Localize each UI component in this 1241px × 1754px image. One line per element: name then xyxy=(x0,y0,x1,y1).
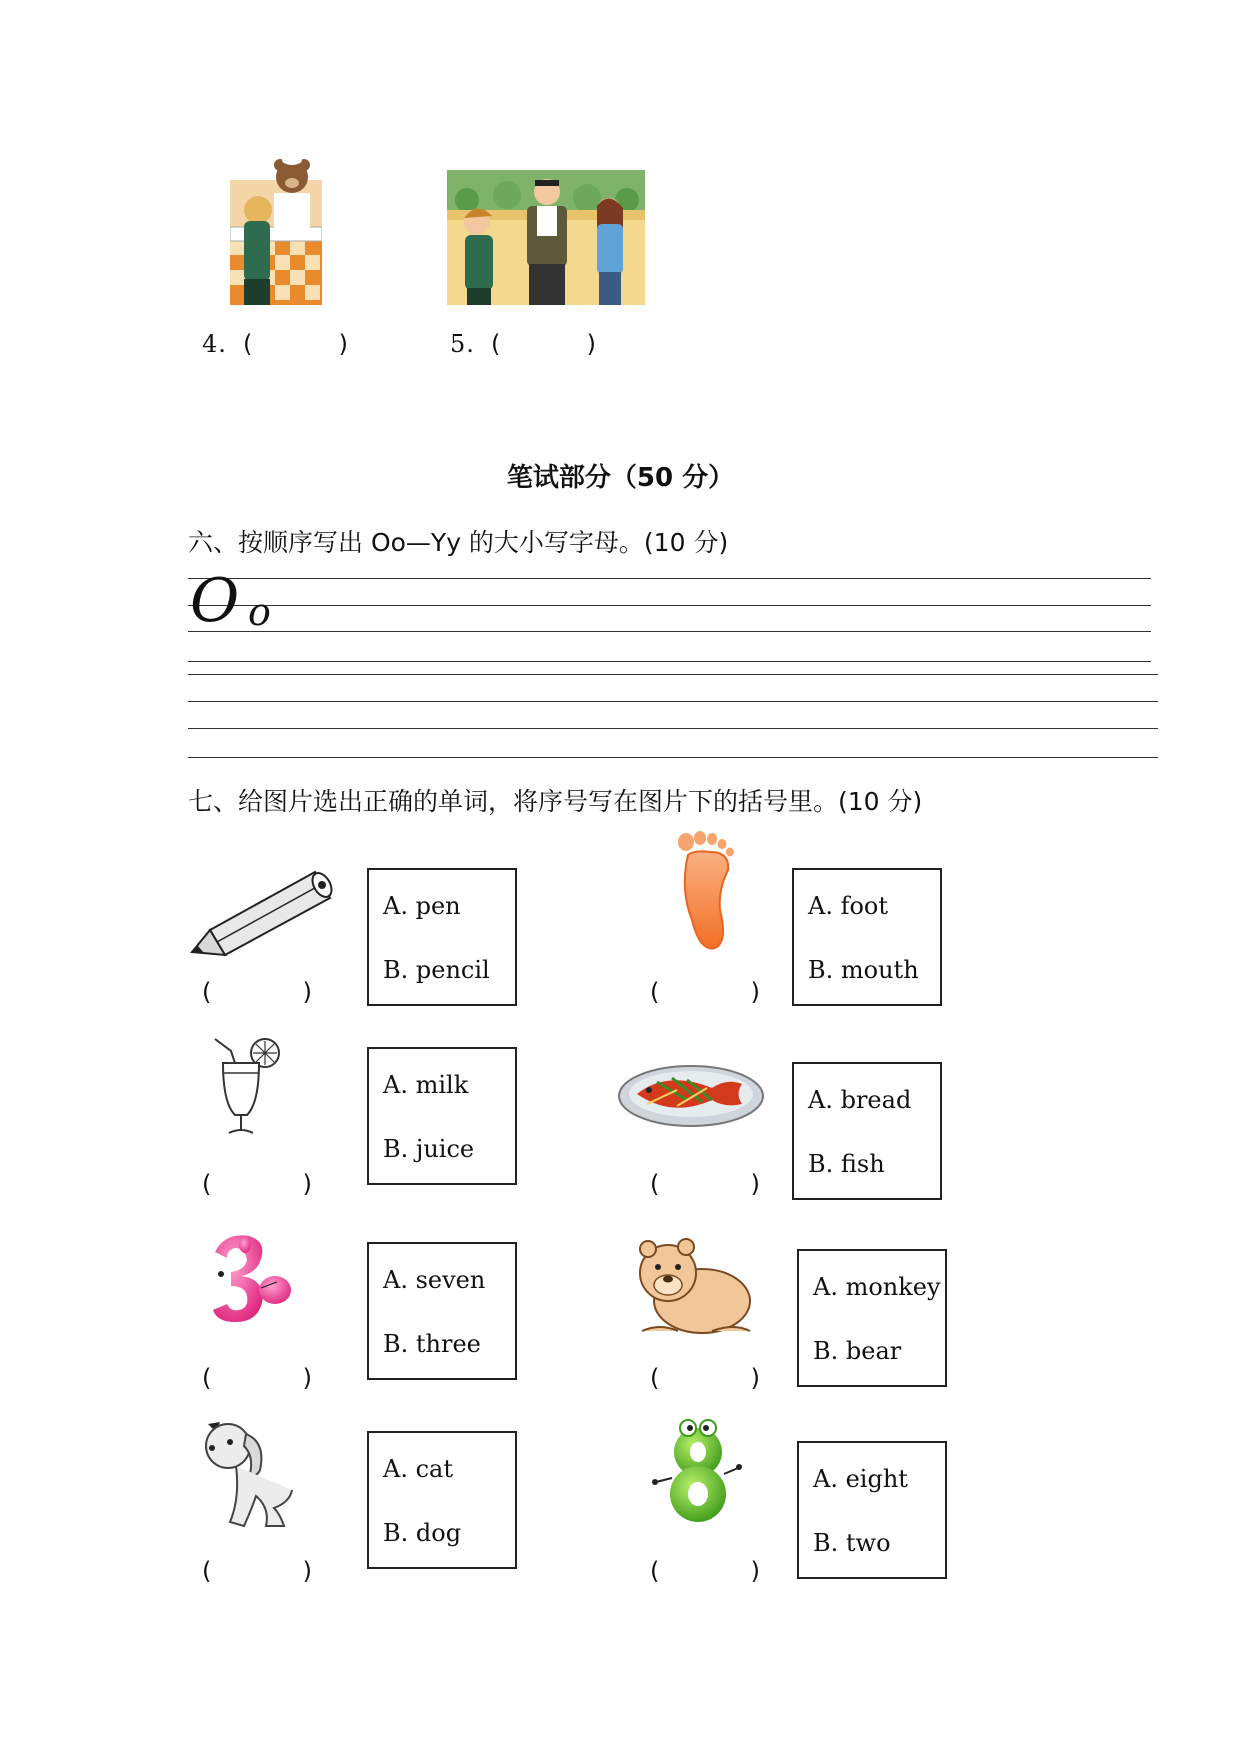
bear-answer-parens[interactable]: ( ) xyxy=(650,1364,760,1392)
writing-line xyxy=(188,757,1158,758)
fish-icon xyxy=(617,1060,765,1130)
pencil-icon xyxy=(190,860,335,960)
option-a[interactable]: A. seven xyxy=(383,1266,486,1294)
example-lowercase-o: o xyxy=(248,590,271,634)
writing-line xyxy=(188,578,1151,579)
bear-icon xyxy=(630,1233,755,1338)
dog-answer-parens[interactable]: ( ) xyxy=(202,1557,312,1585)
option-b[interactable]: B. pencil xyxy=(383,956,490,984)
writing-line xyxy=(188,661,1151,662)
item-4-answer-parens[interactable]: ( ) xyxy=(243,330,348,358)
option-a[interactable]: A. milk xyxy=(383,1071,469,1099)
option-b[interactable]: B. mouth xyxy=(808,956,919,984)
writing-line xyxy=(188,674,1158,675)
option-a[interactable]: A. pen xyxy=(383,892,461,920)
dog-icon xyxy=(200,1418,298,1533)
dog-options-box xyxy=(367,1431,517,1569)
greeting-people-picture xyxy=(447,170,645,305)
bear-options-box xyxy=(797,1249,947,1387)
eight-options-box xyxy=(797,1441,947,1579)
q6-title: 六、按顺序写出 Oo—Yy 的大小写字母。(10 分) xyxy=(188,528,729,557)
option-b[interactable]: B. bear xyxy=(813,1337,902,1365)
foot-icon xyxy=(670,830,740,955)
fish-answer-parens[interactable]: ( ) xyxy=(650,1170,760,1198)
foot-answer-parens[interactable]: ( ) xyxy=(650,978,760,1006)
option-b[interactable]: B. fish xyxy=(808,1150,885,1178)
juice-options-box xyxy=(367,1047,517,1185)
writing-line xyxy=(188,605,1151,606)
option-b[interactable]: B. dog xyxy=(383,1519,462,1547)
option-b[interactable]: B. three xyxy=(383,1330,481,1358)
option-b[interactable]: B. two xyxy=(813,1529,891,1557)
item-4-label: 4. xyxy=(202,330,227,358)
item-5-label: 5. xyxy=(450,330,475,358)
example-uppercase-o: O xyxy=(190,566,240,636)
fish-options-box xyxy=(792,1062,942,1200)
writing-line xyxy=(188,701,1158,702)
foot-options-box xyxy=(792,868,942,1006)
option-a[interactable]: A. bread xyxy=(808,1086,912,1114)
option-b[interactable]: B. juice xyxy=(383,1135,475,1163)
number-three-icon xyxy=(205,1230,297,1330)
option-a[interactable]: A. monkey xyxy=(813,1273,941,1301)
q7-title: 七、给图片选出正确的单词，将序号写在图片下的括号里。(10 分) xyxy=(188,787,923,816)
number-eight-icon xyxy=(650,1418,745,1528)
item-5-answer-parens[interactable]: ( ) xyxy=(491,330,596,358)
juice-icon xyxy=(213,1033,283,1138)
pencil-answer-parens[interactable]: ( ) xyxy=(202,978,312,1006)
option-a[interactable]: A. foot xyxy=(808,892,889,920)
written-section-title: 笔试部分（50 分） xyxy=(506,463,735,493)
writing-line xyxy=(188,631,1151,632)
option-a[interactable]: A. eight xyxy=(813,1465,908,1493)
bear-shop-picture xyxy=(230,155,322,305)
three-options-box xyxy=(367,1242,517,1380)
option-a[interactable]: A. cat xyxy=(383,1455,453,1483)
writing-line xyxy=(188,728,1158,729)
three-answer-parens[interactable]: ( ) xyxy=(202,1364,312,1392)
eight-answer-parens[interactable]: ( ) xyxy=(650,1557,760,1585)
juice-answer-parens[interactable]: ( ) xyxy=(202,1170,312,1198)
pencil-options-box xyxy=(367,868,517,1006)
